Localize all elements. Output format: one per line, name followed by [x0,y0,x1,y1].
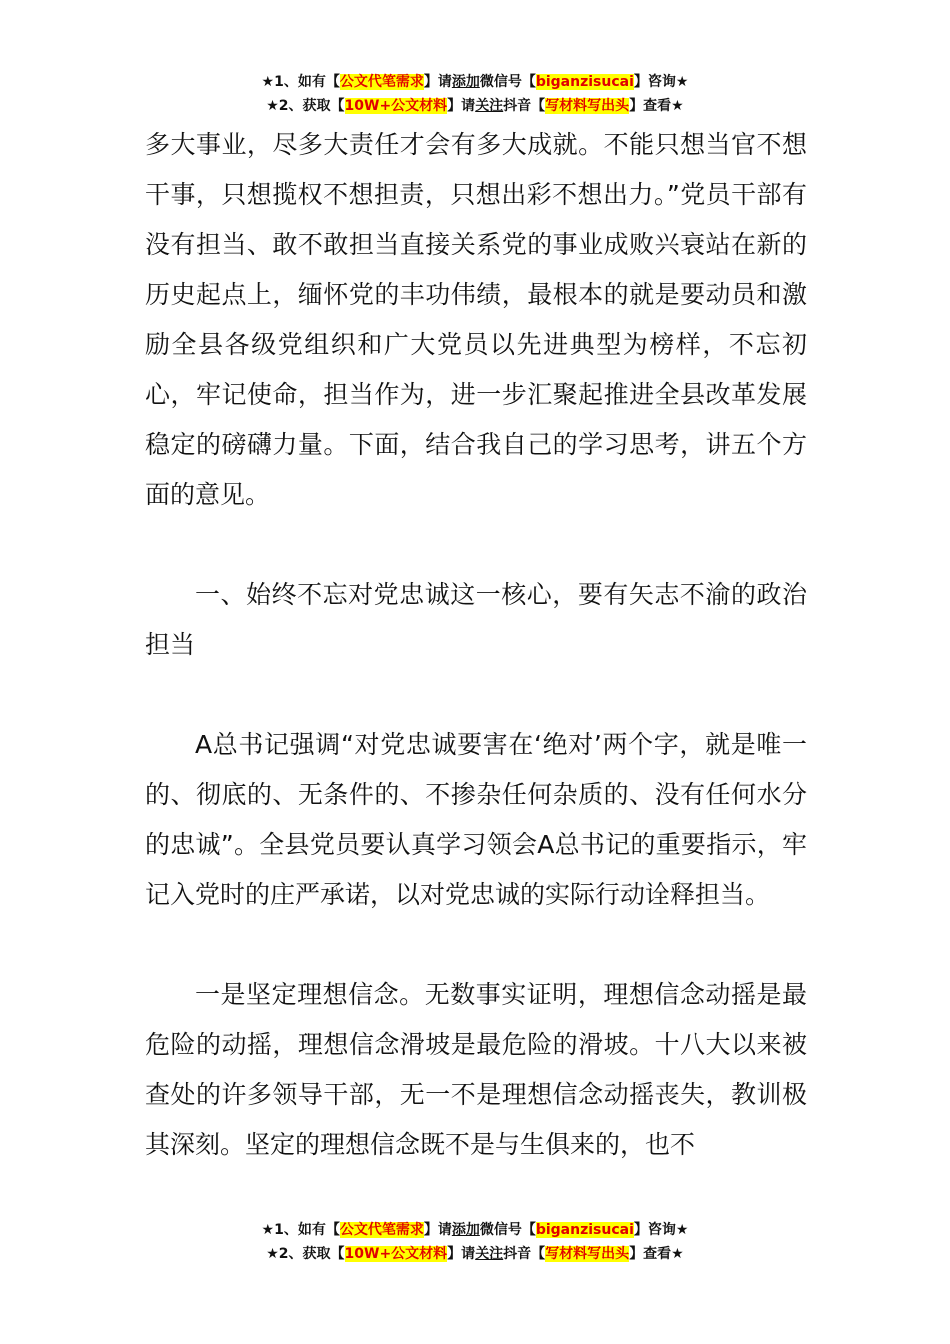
banner-highlight: 写材料写出头 [545,1246,630,1262]
banner-text: ★1、如有【 [261,74,340,90]
banner-highlight: 写材料写出头 [545,98,630,114]
banner-text: 】请 [423,74,452,90]
banner-underline: 关注 [475,98,504,114]
banner-highlight: biganzisucai [535,1222,634,1238]
banner-underline: 添加 [451,74,480,90]
banner-underline: 关注 [475,1246,504,1262]
banner-text: 】请 [447,98,476,114]
banner-text: ★2、获取【 [266,98,345,114]
banner-highlight: 10W+公文材料 [344,1246,448,1262]
document-body [145,120,807,1170]
paragraph-intro: 多大事业，尽多大责任才会有多大成就。不能只想当官不想干事，只想揽权不想担责，只想出彩不想出力。”党员干部有没有担当、敢不敢担当直接关系党的事业成败兴衰站在新的历史起点上，缅怀党的丰功伟绩，最根本的就是要动员和激励全县各级党组织和广大党员以先进典型为榜样，不忘初心，牢记使命，担当作为，进一步汇聚起推进全县改革发展稳定的磅礴力量。下面，结合我自己的学习思考，讲五个方面的意见。 [145,130,807,509]
header-banner [0,70,950,118]
banner-text: 】咨询★ [633,1222,689,1238]
paragraph-quote: A总书记强调“对党忠诚要害在‘绝对’两个字，就是唯一的、彻底的、无条件的、不掺杂任何杂质的、没有任何水分的忠诚”。全县党员要认真学习领会A总书记的重要指示，牢记入党时的庄严承诺，以对党忠诚的实际行动诠释担当。 [145,730,807,909]
banner-text: 微信号【 [479,74,536,90]
banner-text: 】请 [423,1222,452,1238]
banner-text: ★1、如有【 [261,1222,340,1238]
paragraph-gap [145,920,807,970]
banner-text: 抖音【 [503,98,546,114]
banner-text: 】查看★ [629,1246,684,1262]
banner-underline: 添加 [451,1222,480,1238]
banner-text: 微信号【 [479,1222,536,1238]
banner-text: 抖音【 [503,1246,546,1262]
section-heading: 一、始终不忘对党忠诚这一核心，要有矢志不渝的政治担当 [145,580,807,659]
banner-text: 】查看★ [629,98,684,114]
banner-highlight: 公文代笔需求 [339,1222,424,1238]
banner-text: ★2、获取【 [266,1246,345,1262]
banner-highlight: biganzisucai [535,74,634,90]
banner-line-2 [0,94,950,118]
footer-banner [0,1218,950,1266]
banner-line-2 [0,1242,950,1266]
banner-text: 】请 [447,1246,476,1262]
paragraph-gap [145,670,807,720]
banner-text: 】咨询★ [633,74,689,90]
banner-line-1 [0,1218,950,1242]
paragraph-gap [145,520,807,570]
paragraph-point-one: 一是坚定理想信念。无数事实证明，理想信念动摇是最危险的动摇，理想信念滑坡是最危险的滑坡。十八大以来被查处的许多领导干部，无一不是理想信念动摇丧失，教训极其深刻。坚定的理想信念既不是与生俱来的，也不 [145,980,807,1159]
banner-line-1 [0,70,950,94]
banner-highlight: 公文代笔需求 [339,74,424,90]
banner-highlight: 10W+公文材料 [344,98,448,114]
